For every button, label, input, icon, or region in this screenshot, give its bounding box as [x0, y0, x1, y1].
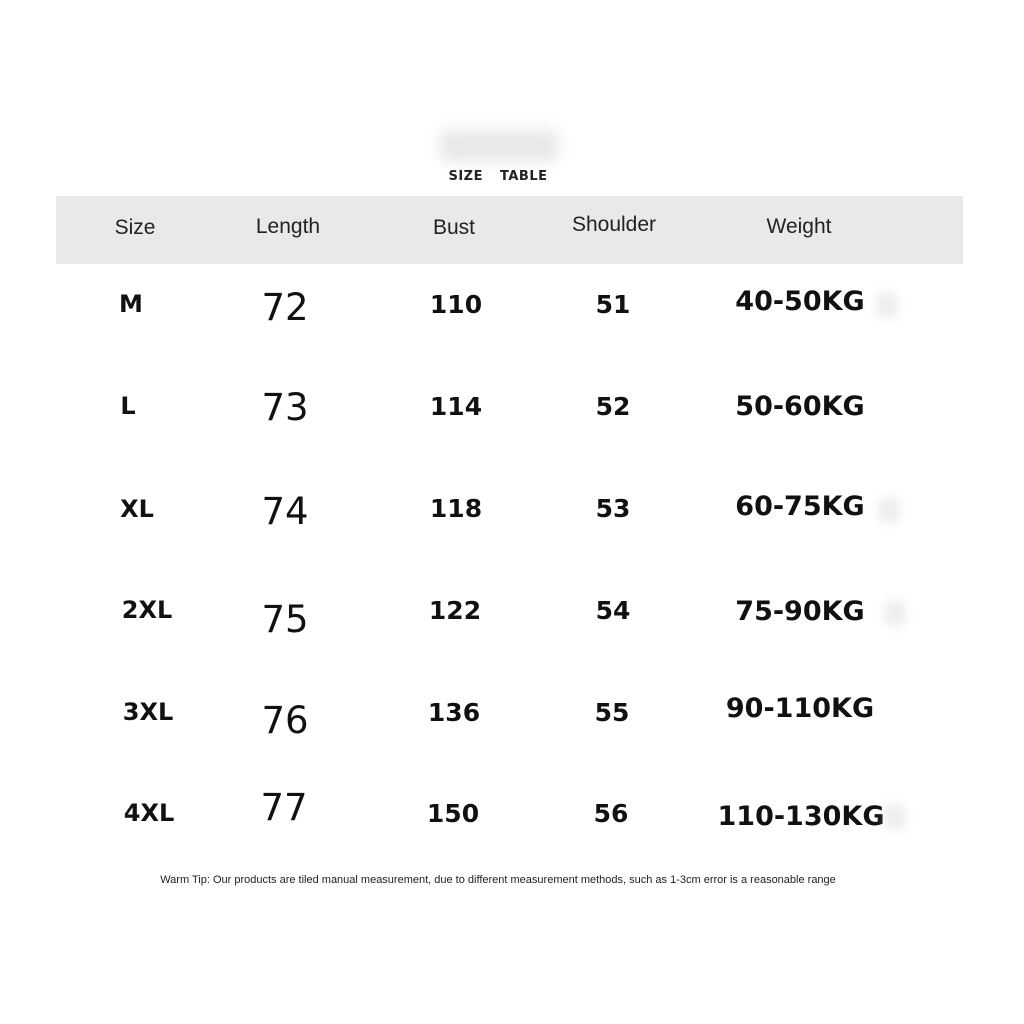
table-row-bust: 110: [429, 290, 483, 319]
edge-smudge: [878, 497, 900, 523]
table-row-length: 74: [261, 490, 309, 533]
table-row-weight: 40-50KG: [735, 286, 865, 317]
table-row-bust: 136: [427, 698, 481, 727]
table-row-shoulder: 52: [595, 392, 631, 421]
table-row-weight: 50-60KG: [735, 391, 865, 422]
table-row-weight: 110-130KG: [717, 801, 885, 832]
header-length: Length: [255, 215, 321, 238]
table-row-weight: 75-90KG: [735, 596, 865, 627]
table-row-length: 77: [260, 786, 308, 829]
table-row-size: 3XL: [122, 698, 174, 726]
table-row-length: 76: [261, 699, 309, 742]
header-weight: Weight: [766, 215, 832, 238]
table-row-weight: 60-75KG: [735, 491, 865, 522]
table-row-bust: 150: [426, 799, 480, 828]
table-row-size: M: [119, 290, 143, 318]
table-row-shoulder: 56: [593, 799, 629, 828]
table-row-bust: 118: [429, 494, 483, 523]
header-bust: Bust: [432, 216, 476, 239]
table-row-shoulder: 53: [595, 494, 631, 523]
table-row-shoulder: 54: [595, 596, 631, 625]
table-row-shoulder: 55: [594, 698, 630, 727]
table-row-bust: 114: [429, 392, 483, 421]
table-row-size: XL: [120, 495, 154, 523]
header-size: Size: [114, 216, 156, 239]
table-row-size: L: [120, 392, 136, 420]
edge-smudge: [884, 600, 906, 626]
table-row-length: 73: [261, 386, 309, 429]
table-row-weight: 90-110KG: [725, 693, 875, 724]
table-row-length: 72: [261, 286, 309, 329]
table-row-size: 2XL: [121, 596, 173, 624]
table-row-shoulder: 51: [595, 290, 631, 319]
table-row-size: 4XL: [123, 799, 175, 827]
size-table-label: SIZE TABLE: [448, 169, 548, 184]
warm-tip-note: Warm Tip: Our products are tiled manual measurement, due to different measurement methods, such as 1-3cm error is a reasonable range: [160, 874, 836, 886]
header-shoulder: Shoulder: [571, 213, 657, 236]
edge-smudge: [884, 804, 906, 830]
edge-smudge: [876, 292, 898, 318]
table-row-bust: 122: [428, 596, 482, 625]
blurred-title-graphic: [440, 130, 558, 162]
table-row-length: 75: [261, 598, 309, 641]
